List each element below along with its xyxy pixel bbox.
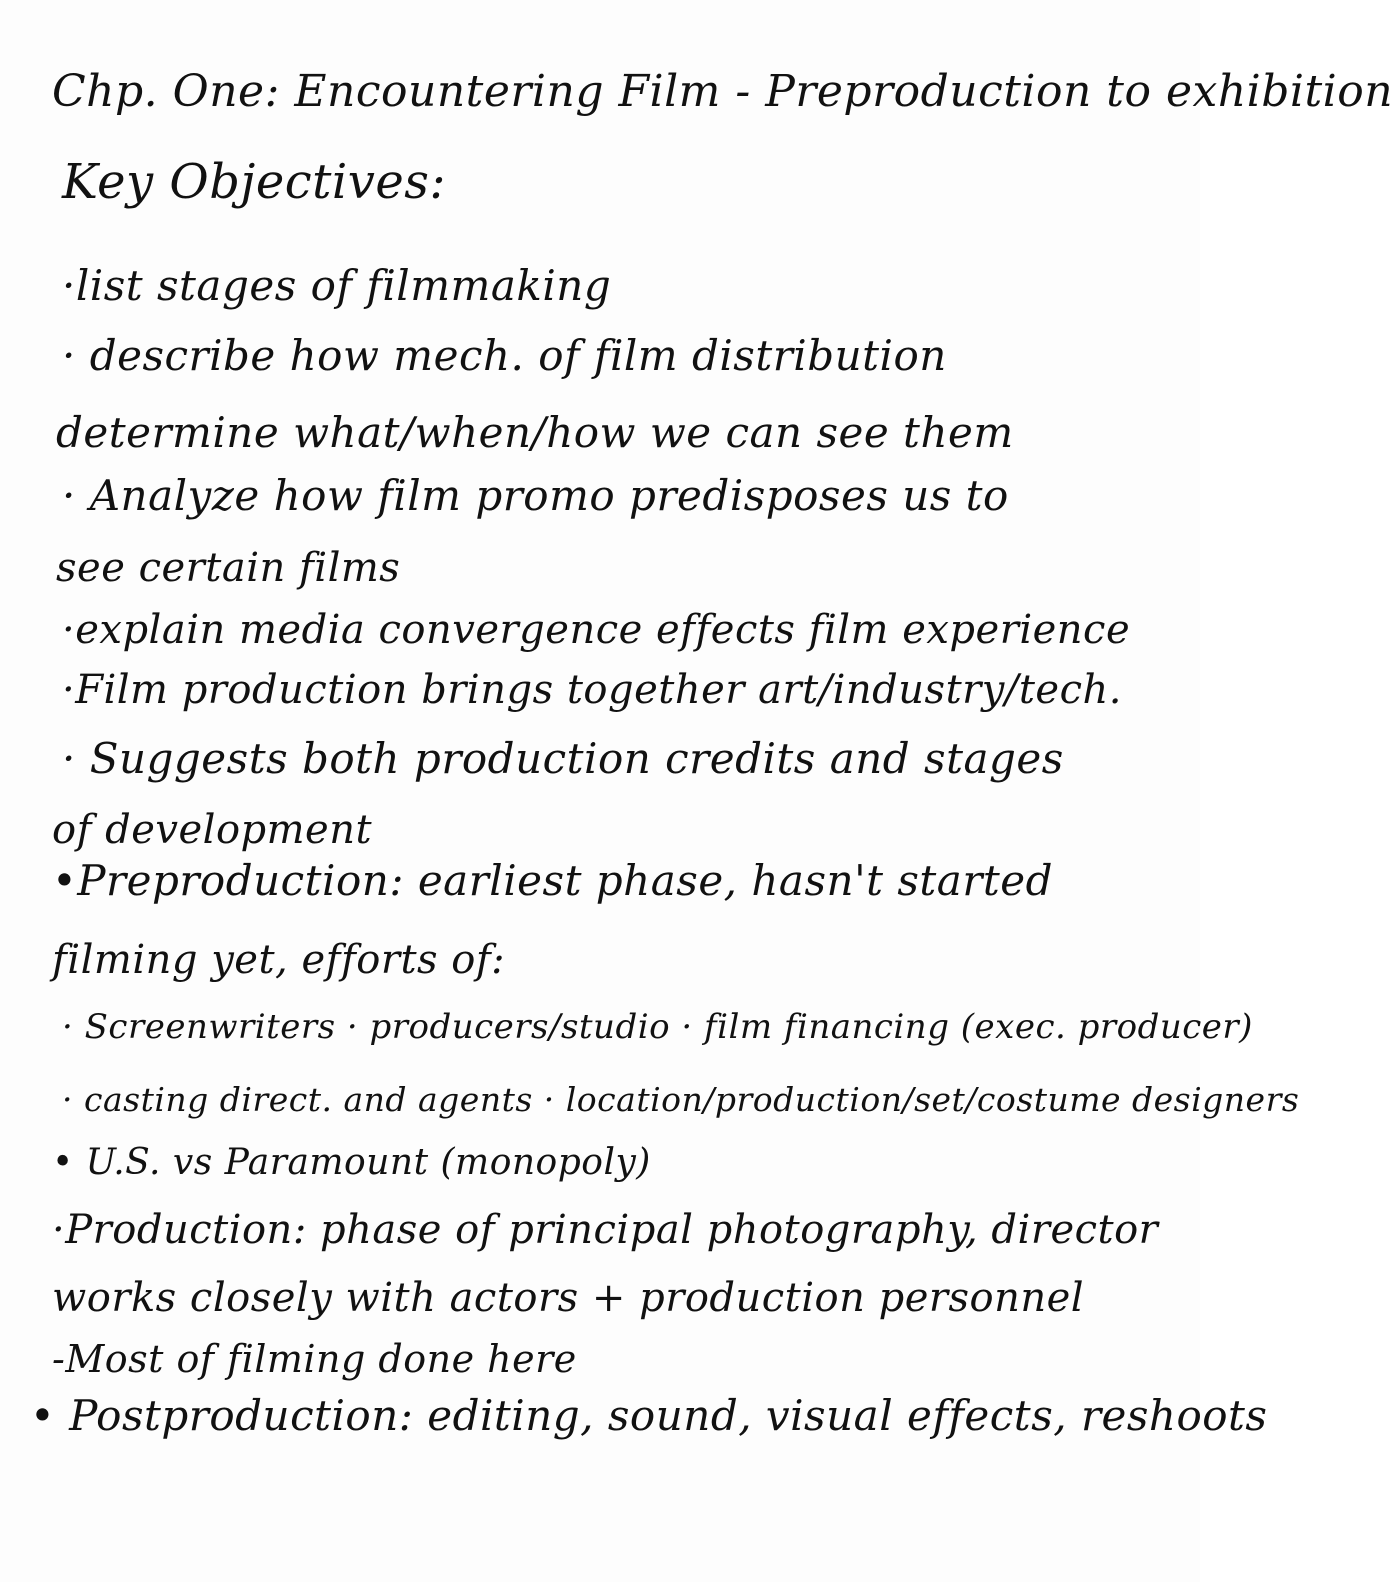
note-line: see certain films	[56, 545, 401, 591]
note-line: determine what/when/how we can see them	[56, 408, 1014, 457]
note-line: ·Production: phase of principal photography, director	[52, 1207, 1159, 1253]
note-line: • U.S. vs Paramount (monopoly)	[52, 1142, 651, 1183]
note-line: • Postproduction: editing, sound, visual effects, reshoots	[30, 1391, 1268, 1440]
section-heading: Key Objectives:	[62, 154, 447, 210]
note-line: ·Film production brings together art/industry/tech.	[62, 667, 1122, 713]
note-line: ·list stages of filmmaking	[62, 261, 612, 310]
note-line: · Screenwriters · producers/studio · film financing (exec. producer)	[62, 1007, 1253, 1047]
note-line: •Preproduction: earliest phase, hasn't started	[52, 856, 1054, 905]
note-line: filming yet, efforts of:	[52, 937, 506, 983]
page-title: Chp. One: Encountering Film - Preproduction to exhibition	[52, 66, 1393, 117]
note-line: · Analyze how film promo predisposes us to	[62, 471, 1009, 520]
note-line: · describe how mech. of film distribution	[62, 331, 947, 380]
note-line: · casting direct. and agents · location/production/set/costume designers	[62, 1080, 1300, 1119]
note-line: · Suggests both production credits and stages	[62, 734, 1064, 783]
note-line: ·explain media convergence effects film experience	[62, 607, 1131, 653]
note-line: -Most of filming done here	[52, 1337, 577, 1381]
note-line: of development	[52, 807, 373, 853]
note-line: works closely with actors + production personnel	[52, 1275, 1085, 1321]
